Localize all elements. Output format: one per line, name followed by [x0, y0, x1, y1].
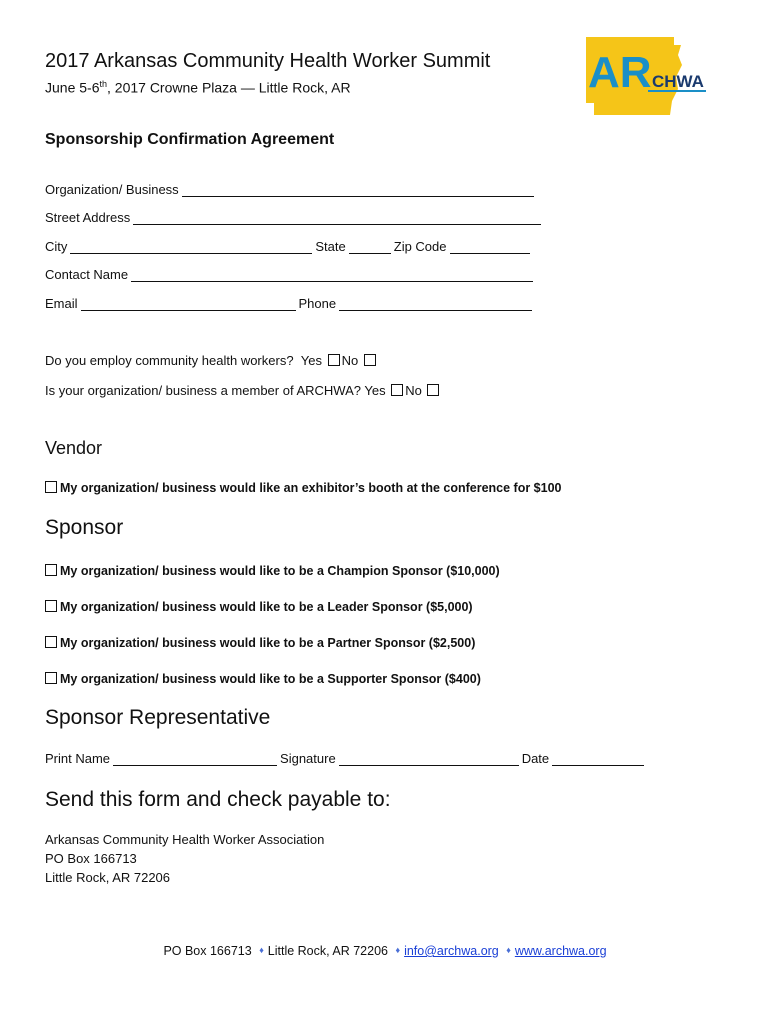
state-field[interactable] [349, 240, 391, 254]
champion-checkbox[interactable] [45, 564, 57, 576]
organization-label: Organization/ Business [45, 182, 179, 197]
address-line: Little Rock, AR 72206 [45, 870, 171, 885]
zip-label: Zip Code [393, 239, 447, 254]
sponsor-option-supporter [45, 672, 481, 686]
vendor-checkbox[interactable] [45, 481, 57, 493]
yes-label: Yes [300, 353, 323, 368]
state-label: State [315, 239, 346, 254]
event-details [45, 79, 351, 96]
no-label: No [341, 353, 359, 368]
address-line: PO Box 166713 [45, 851, 137, 866]
question-member [45, 383, 441, 398]
logo-text-small: CHWA [652, 72, 704, 91]
subtitle-suffix: th [99, 79, 107, 89]
city-label: City [45, 239, 68, 254]
sponsor-option-label: My organization/ business would like to be a Champion Sponsor ($10,000) [60, 564, 500, 578]
phone-label: Phone [298, 296, 337, 311]
street-row [45, 210, 544, 225]
sponsor-option-champion [45, 564, 500, 578]
city-field[interactable] [70, 240, 312, 254]
diamond-separator-icon: ♦ [506, 945, 511, 955]
organization-row [45, 182, 537, 197]
zip-field[interactable] [450, 240, 530, 254]
sponsor-heading: Sponsor [45, 516, 124, 539]
date-label: Date [521, 751, 550, 766]
arkansas-state-shape-icon [582, 35, 708, 117]
footer-address: PO Box 166713 [163, 944, 252, 958]
archwa-logo [582, 35, 708, 117]
street-field[interactable] [133, 211, 541, 225]
member-yes-checkbox[interactable] [391, 384, 403, 396]
diamond-separator-icon: ♦ [259, 945, 264, 955]
organization-field[interactable] [182, 183, 534, 197]
yes-label: Yes [364, 383, 386, 398]
email-phone-row [45, 296, 535, 311]
contact-row [45, 267, 536, 282]
sponsor-option-label: My organization/ business would like to be a Leader Sponsor ($5,000) [60, 600, 473, 614]
vendor-heading: Vendor [45, 438, 103, 458]
leader-checkbox[interactable] [45, 600, 57, 612]
send-heading: Send this form and check payable to: [45, 788, 391, 811]
print-name-label: Print Name [45, 751, 111, 766]
page-title: 2017 Arkansas Community Health Worker Summit [45, 50, 491, 72]
footer-city: Little Rock, AR 72206 [267, 944, 388, 958]
employ-yes-checkbox[interactable] [328, 354, 340, 366]
sponsor-option-partner [45, 636, 475, 650]
date-field[interactable] [552, 752, 644, 766]
subtitle-venue: , 2017 Crowne Plaza — Little Rock, AR [107, 79, 351, 96]
email-field[interactable] [81, 297, 296, 311]
member-no-checkbox[interactable] [427, 384, 439, 396]
representative-heading: Sponsor Representative [45, 706, 271, 729]
employ-no-checkbox[interactable] [364, 354, 376, 366]
representative-row [45, 751, 647, 766]
sponsor-option-label: My organization/ business would like to be a Partner Sponsor ($2,500) [60, 636, 476, 650]
signature-field[interactable] [339, 752, 519, 766]
contact-label: Contact Name [45, 267, 129, 282]
question-employ-text: Do you employ community health workers? [45, 353, 294, 368]
sponsor-option-label: My organization/ business would like to be a Supporter Sponsor ($400) [60, 672, 481, 686]
logo-text-large: AR [588, 48, 652, 97]
print-name-field[interactable] [113, 752, 277, 766]
supporter-checkbox[interactable] [45, 672, 57, 684]
signature-label: Signature [280, 751, 336, 766]
no-label: No [405, 383, 422, 398]
subtitle-date: June 5-6 [45, 79, 100, 96]
question-employ [45, 353, 378, 368]
vendor-option [45, 481, 561, 495]
street-label: Street Address [45, 210, 131, 225]
sponsor-option-leader [45, 600, 473, 614]
mailing-address [45, 830, 324, 887]
footer-website-link[interactable]: www.archwa.org [514, 944, 607, 958]
vendor-option-label: My organization/ business would like an exhibitor’s booth at the conference for $100 [60, 481, 562, 495]
partner-checkbox[interactable] [45, 636, 57, 648]
form-title: Sponsorship Confirmation Agreement [45, 131, 335, 148]
email-label: Email [45, 296, 78, 311]
phone-field[interactable] [339, 297, 532, 311]
city-row [45, 239, 533, 254]
diamond-separator-icon: ♦ [395, 945, 401, 955]
contact-field[interactable] [131, 268, 533, 282]
question-member-text: Is your organization/ business a member of ARCHWA? [45, 383, 361, 398]
footer-email-link[interactable]: info@archwa.org [404, 944, 499, 958]
address-line: Arkansas Community Health Worker Association [45, 832, 325, 847]
footer [0, 944, 770, 958]
